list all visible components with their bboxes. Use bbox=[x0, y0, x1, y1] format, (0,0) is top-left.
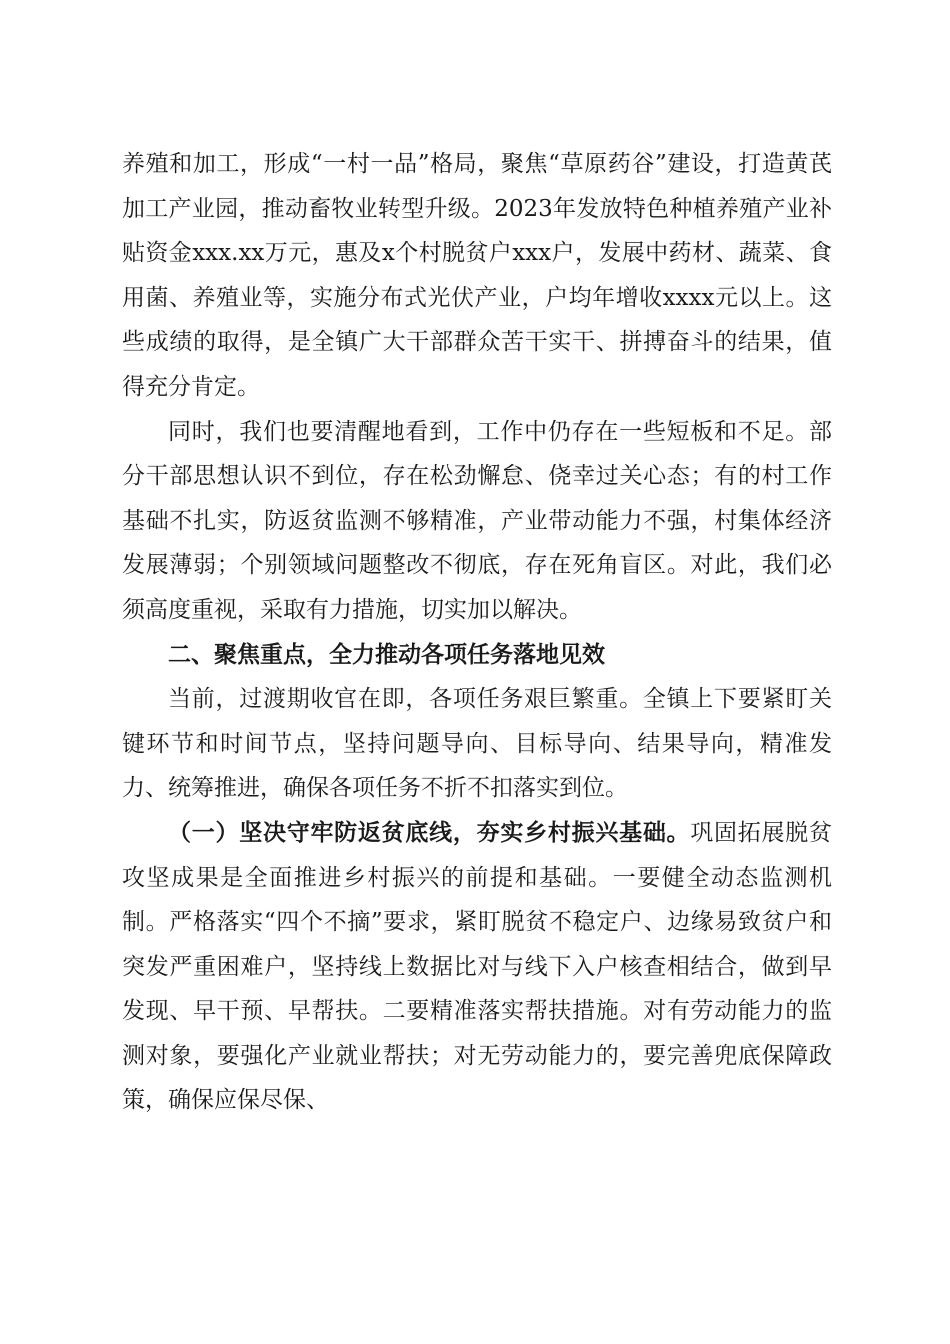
paragraph-subsection-1 bbox=[122, 811, 832, 1123]
subsection-1-title: （一）坚决守牢防返贫底线，夯实乡村振兴基础。 bbox=[168, 818, 691, 846]
document-body bbox=[122, 142, 832, 1123]
paragraph-current-tasks: 当前，过渡期收官在即，各项任务艰巨繁重。全镇上下要紧盯关键环节和时间节点，坚持问题导向、目标导向、结果导向，精准发力、统筹推进，确保各项任务不折不扣落实到位。 bbox=[122, 686, 832, 802]
paragraph-achievements: 养殖和加工，形成“一村一品”格局，聚焦“草原药谷”建设，打造黄芪加工产业园，推动畜牧业转型升级。2023年发放特色种植养殖产业补贴资金xxx.xx万元，惠及x个村脱贫户xxx户，发展中药材、蔬菜、食用菌、养殖业等，实施分布式光伏产业，户均年增收xxxx元以上。这些成绩的取得，是全镇广大干部群众苦干实干、拼搏奋斗的结果，值得充分肯定。 bbox=[122, 151, 832, 400]
section-heading-2: 二、聚焦重点，全力推动各项任务落地见效 bbox=[168, 641, 605, 668]
subsection-1-body: 巩固拓展脱贫攻坚成果是全面推进乡村振兴的前提和基础。一要健全动态监测机制。严格落实“四个不摘”要求，紧盯脱贫不稳定户、边缘易致贫户和突发严重困难户，坚持线上数据比对与线下入户核查相结合，做到早发现、早干预、早帮扶。二要精准落实帮扶措施。对有劳动能力的监测对象，要强化产业就业帮扶；对无劳动能力的，要完善兜底保障政策，确保应保尽保、 bbox=[122, 819, 833, 1114]
paragraph-shortcomings: 同时，我们也要清醒地看到，工作中仍存在一些短板和不足。部分干部思想认识不到位，存在松劲懈怠、侥幸过关心态；有的村工作基础不扎实，防返贫监测不够精准，产业带动能力不强，村集体经济发展薄弱；个别领域问题整改不彻底，存在死角盲区。对此，我们必须高度重视，采取有力措施，切实加以解决。 bbox=[122, 418, 832, 623]
